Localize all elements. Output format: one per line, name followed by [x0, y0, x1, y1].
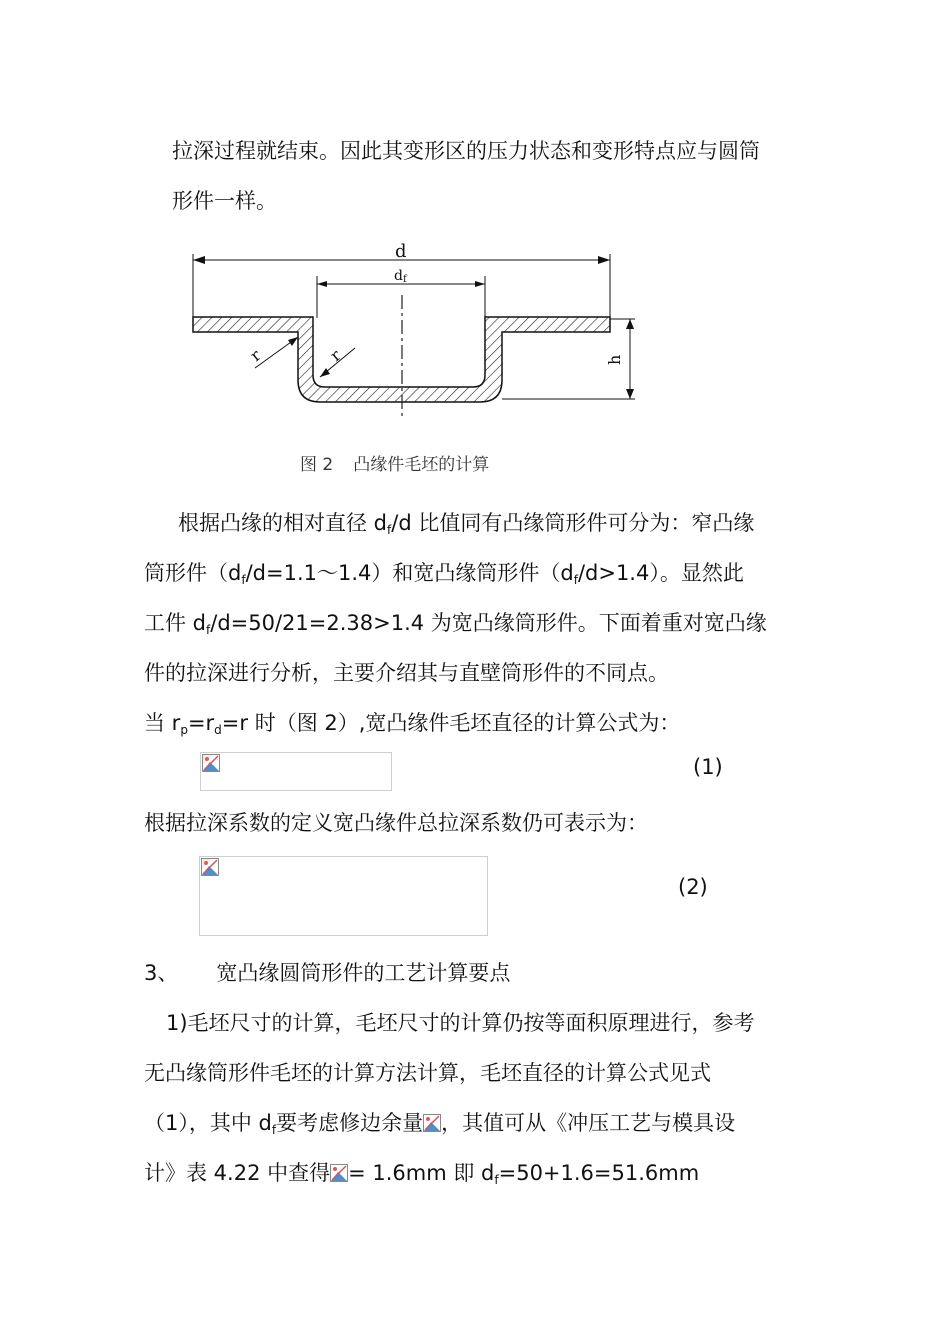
equation-2-image	[199, 856, 488, 936]
svg-text:df	[394, 268, 408, 285]
paragraph-line: 筒形件（df/d=1.1～1.4）和宽凸缘筒形件（df/d>1.4）。显然此	[144, 561, 744, 587]
broken-image-icon	[202, 754, 220, 772]
broken-image-icon	[330, 1164, 348, 1182]
paragraph-line: 形件一样。	[172, 189, 277, 213]
section-title: 宽凸缘圆筒形件的工艺计算要点	[216, 961, 511, 985]
dim-h-label: h	[605, 354, 624, 365]
paragraph-line: （1），其中 df要考虑修边余量 ，其值可从《冲压工艺与模具设	[144, 1111, 736, 1137]
dim-df-subscript: f	[402, 274, 407, 285]
flange-part-diagram	[180, 240, 650, 440]
figure-number: 图 2	[300, 455, 334, 475]
section-heading	[144, 958, 510, 988]
paragraph-line: 无凸缘筒形件毛坯的计算方法计算，毛坯直径的计算公式见式	[144, 1061, 711, 1085]
dim-d-label: d	[395, 241, 407, 262]
radius-label-inner: r	[326, 345, 345, 366]
radius-label-outer: r	[246, 345, 265, 366]
figure-title: 凸缘件毛坯的计算	[353, 455, 490, 475]
figure-caption	[300, 450, 509, 475]
paragraph-line: 根据凸缘的相对直径 df/d 比值同有凸缘筒形件可分为：窄凸缘	[178, 511, 755, 537]
paragraph-line: 根据拉深系数的定义宽凸缘件总拉深系数仍可表示为：	[144, 811, 648, 835]
dim-df-label: d	[394, 268, 403, 284]
paragraph-line: 拉深过程就结束。因此其变形区的压力状态和变形特点应与圆筒	[172, 139, 760, 163]
broken-image-icon	[423, 1114, 441, 1132]
paragraph-line: 计》表 4.22 中查得 = 1.6mm 即 df=50+1.6=51.6mm	[144, 1161, 700, 1187]
equation-2-number: (2)	[678, 875, 708, 899]
paragraph-line: 件的拉深进行分析，主要介绍其与直壁筒形件的不同点。	[144, 661, 669, 685]
equation-1-number: (1)	[693, 755, 723, 779]
section-number: 3、	[144, 961, 179, 985]
paragraph-line: 工件 df/d=50/21=2.38>1.4 为宽凸缘筒形件。下面着重对宽凸缘	[144, 611, 767, 637]
broken-image-icon	[201, 858, 219, 876]
paragraph-line: 当 rp=rd=r 时（图 2）,宽凸缘件毛坯直径的计算公式为：	[144, 711, 681, 737]
equation-1-image	[200, 752, 392, 791]
paragraph-line: 1)毛坯尺寸的计算，毛坯尺寸的计算仍按等面积原理进行，参考	[166, 1011, 755, 1035]
